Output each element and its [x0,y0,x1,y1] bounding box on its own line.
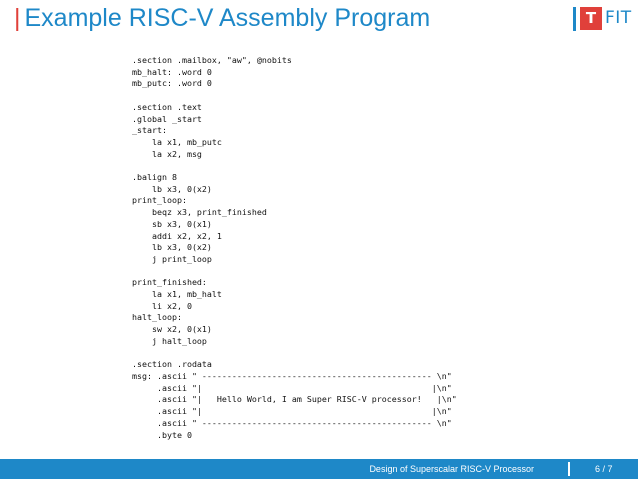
code-line: .balign 8 [132,172,177,183]
code-line: .section .rodata [132,359,212,370]
code-line: mb_halt: .word 0 [132,66,212,77]
footer-separator [568,462,570,476]
code-line: sb x3, 0(x1) [132,218,212,229]
code-line: .ascii "| |\n" [132,382,452,393]
code-line: .ascii "| |\n" [132,406,452,417]
slide-footer [0,459,638,479]
code-line: beqz x3, print_finished [132,207,267,218]
code-line: j halt_loop [132,335,207,346]
footer-page-number: 6 / 7 [595,464,613,474]
code-line: la x1, mb_halt [132,289,222,300]
slide-header [0,0,638,38]
code-line: la x2, msg [132,148,202,159]
code-line: msg: .ascii " ---------------------------------------------- \n" [132,370,452,381]
code-line: sw x2, 0(x1) [132,324,212,335]
code-line: j print_loop [132,253,212,264]
fit-logo-text: FIT [605,8,632,28]
code-line: .ascii "| Hello World, I am Super RISC-V processor! |\n" [132,394,457,405]
code-line: .byte 0 [132,429,192,440]
code-line: .global _start [132,113,202,124]
code-line: mb_putc: .word 0 [132,78,212,89]
code-line: addi x2, x2, 1 [132,230,222,241]
code-line: la x1, mb_putc [132,136,222,147]
code-line: .section .text [132,101,202,112]
slide-title-row [14,6,430,31]
code-listing [132,55,457,441]
title-pipe-mark: | [14,4,21,32]
code-line: halt_loop: [132,312,182,323]
footer-presentation-title: Design of Superscalar RISC-V Processor [369,464,534,474]
code-line: print_loop: [132,195,187,206]
fit-logo-mark: T [580,7,602,30]
code-line: lb x3, 0(x2) [132,183,212,194]
slide-title: Example RISC-V Assembly Program [24,4,431,32]
code-line: .ascii " ---------------------------------------------- \n" [132,417,452,428]
code-line: lb x3, 0(x2) [132,242,212,253]
code-line: print_finished: [132,277,207,288]
code-line: .section .mailbox, "aw", @nobits [132,55,292,65]
code-line: _start: [132,125,167,136]
logo-separator [573,7,576,31]
code-line: li x2, 0 [132,300,192,311]
